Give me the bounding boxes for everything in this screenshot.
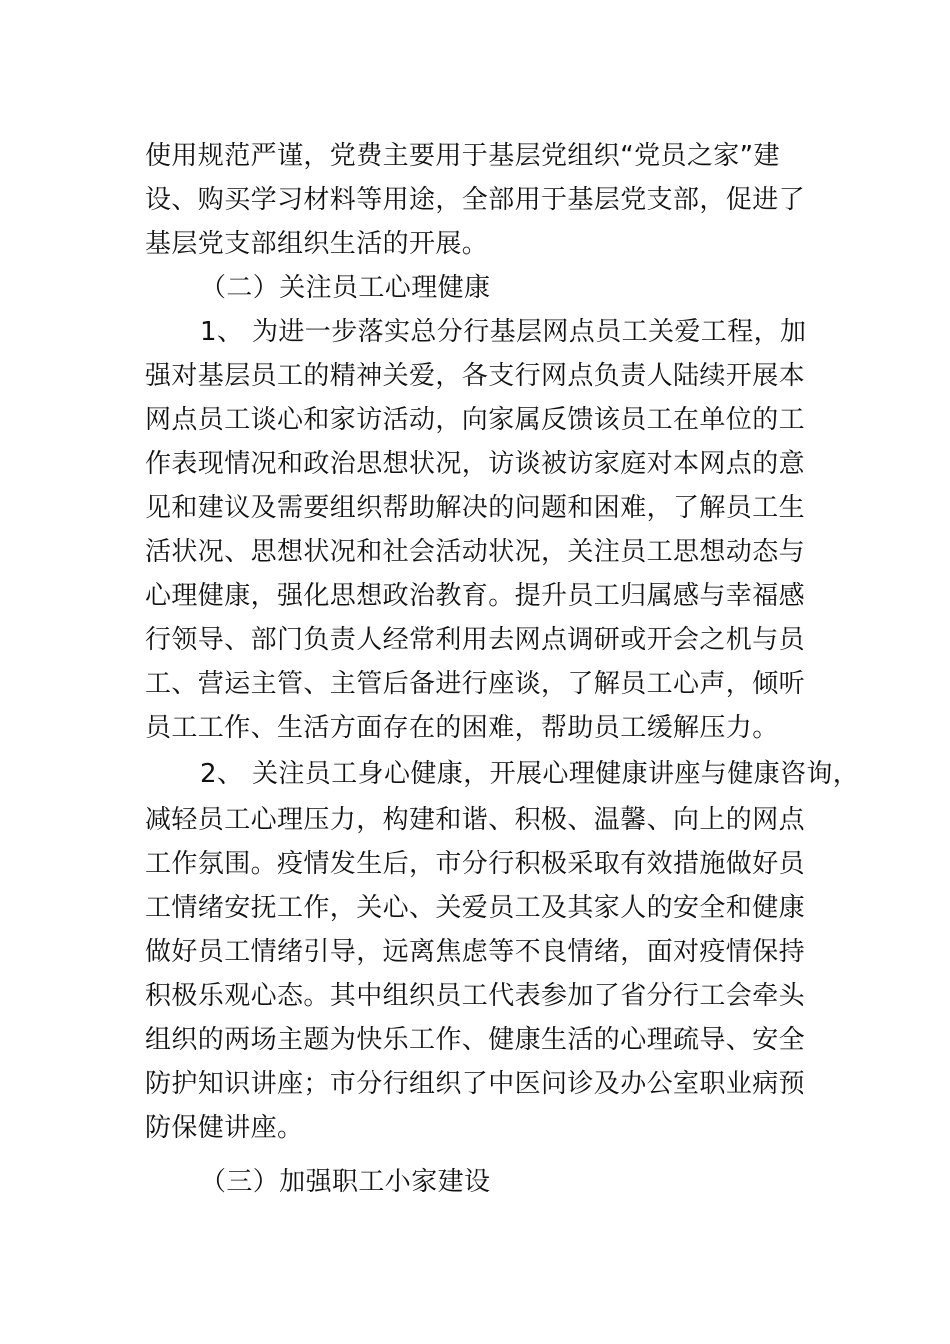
- text-line: 2、 关注员工身心健康，开展心理健康讲座与健康咨询，: [200, 759, 860, 789]
- text-line: 1、 为进一步落实总分行基层网点员工关爱工程，加: [200, 317, 807, 347]
- text-line: 活状况、思想状况和社会活动状况，关注员工思想动态与: [145, 537, 806, 567]
- text-line: 组织的两场主题为快乐工作、健康生活的心理疏导、安全: [145, 1025, 806, 1055]
- section-heading: （三）加强职工小家建设: [200, 1167, 491, 1197]
- text-line: 工作氛围。疫情发生后，市分行积极采取有效措施做好员: [145, 849, 806, 879]
- text-line: 见和建议及需要组织帮助解决的问题和困难，了解员工生: [145, 493, 806, 523]
- text-line: 减轻员工心理压力，构建和谐、积极、温馨、向上的网点: [145, 805, 806, 835]
- text-line: 积极乐观心态。其中组织员工代表参加了省分行工会牵头: [145, 981, 806, 1011]
- text-line: 行领导、部门负责人经常利用去网点调研或开会之机与员: [145, 625, 806, 655]
- text-line: 员工工作、生活方面存在的困难，帮助员工缓解压力。: [145, 713, 779, 743]
- text-line: 作表现情况和政治思想状况，访谈被访家庭对本网点的意: [145, 449, 806, 479]
- text-line: 使用规范严谨，党费主要用于基层党组织“党员之家”建: [145, 141, 780, 171]
- text-line: 基层党支部组织生活的开展。: [145, 229, 489, 259]
- text-line: 心理健康，强化思想政治教育。提升员工归属感与幸福感: [145, 581, 806, 611]
- text-line: 防护知识讲座；市分行组织了中医问诊及办公室职业病预: [145, 1069, 806, 1099]
- text-line: 做好员工情绪引导，远离焦虑等不良情绪，面对疫情保持: [145, 937, 806, 967]
- text-line: 工、营运主管、主管后备进行座谈，了解员工心声，倾听: [145, 669, 806, 699]
- text-line: 设、购买学习材料等用途，全部用于基层党支部，促进了: [145, 185, 806, 215]
- text-line: 防保健讲座。: [145, 1113, 304, 1143]
- text-line: 网点员工谈心和家访活动，向家属反馈该员工在单位的工: [145, 405, 806, 435]
- section-heading: （二）关注员工心理健康: [200, 273, 491, 303]
- text-line: 工情绪安抚工作，关心、关爱员工及其家人的安全和健康: [145, 893, 806, 923]
- text-line: 强对基层员工的精神关爱，各支行网点负责人陆续开展本: [145, 361, 806, 391]
